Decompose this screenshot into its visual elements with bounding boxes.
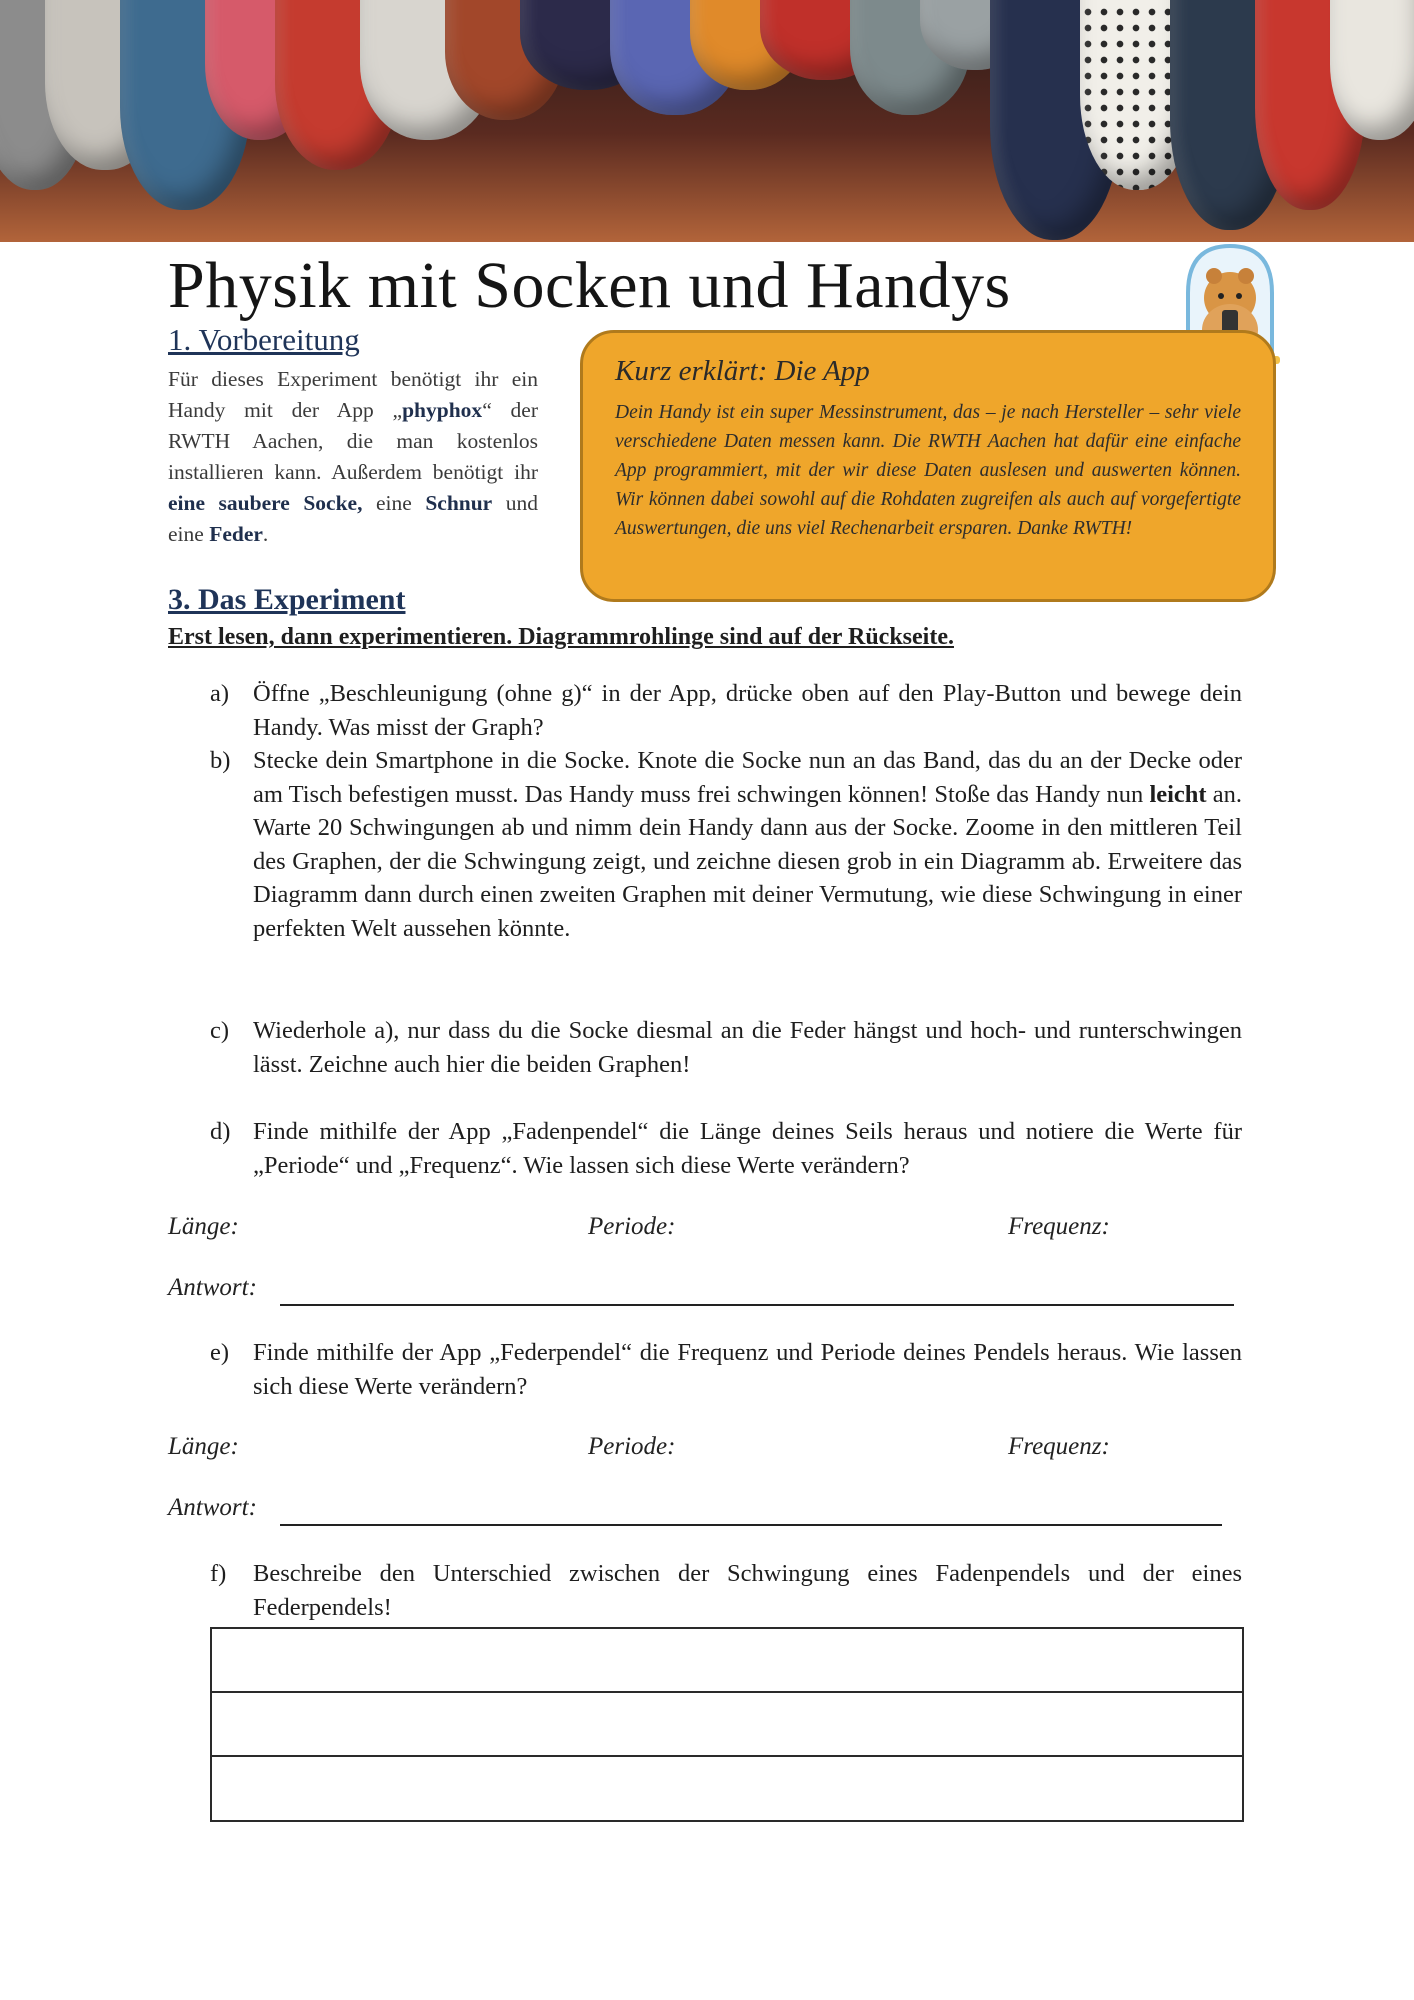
experiment-intro: Erst lesen, dann experimentieren. Diagrammrohlinge sind auf der Rückseite. [168,624,954,650]
period-label: Periode: [588,1433,676,1460]
experiment-heading: 3. Das Experiment [168,583,406,616]
info-box-title: Kurz erklärt: Die App [615,355,870,387]
length-label: Länge: [168,1213,239,1240]
answer-line [280,1304,1234,1306]
task-text: Finde mithilfe der App „Federpendel“ die Frequenz und Periode deines Pendels heraus. Wie lassen sich diese Werte verändern? [253,1339,1242,1400]
task-d-answer-field[interactable] [168,1274,1234,1308]
task-text: Stecke dein Smartphone in die Socke. Knote die Socke nun an das Band, das du an der Decke oder am Tisch befestigen musst. Das Handy muss frei schwingen können! Stoße das Handy nun leicht an. Warte 20 Schwingungen ab und nimm dein Handy dann aus der Socke. Zoome in den mittleren Teil des Graphen, der die Schwingung zeigt, und zeichne diesen grob in ein Diagramm ab. Erweitere das Diagramm dann durch einen zweiten Graphen mit deiner Vermutung, wie diese Schwingung in einer perfekten Welt aussehen könnte. [253,747,1242,942]
length-label: Länge: [168,1433,239,1460]
task-text: Finde mithilfe der App „Fadenpendel“ die Länge deines Seils heraus und notiere die Werte für „Periode“ und „Frequenz“. Wie lassen sich diese Werte verändern? [253,1118,1242,1179]
task-b [210,744,1242,945]
task-text: Wiederhole a), nur dass du die Socke diesmal an die Feder hängst und hoch- und runterschwingen lässt. Zeichne auch hier die beiden Graphen! [253,1017,1242,1078]
task-text: Beschreibe den Unterschied zwischen der Schwingung eines Fadenpendels und der eines Federpendels! [253,1560,1242,1621]
task-text: Öffne „Beschleunigung (ohne g)“ in der App, drücke oben auf den Play-Button und bewege dein Handy. Was misst der Graph? [253,680,1242,741]
period-label: Periode: [588,1213,676,1240]
task-f-answer-box[interactable] [210,1627,1244,1822]
info-box-text: Dein Handy ist ein super Messinstrument, das – je nach Hersteller – sehr viele verschiedene Daten messen kann. Die RWTH Aachen hat dafür eine einfache App programmiert, mit der wir diese Daten auslesen und auswerten können. Wir können dabei sowohl auf die Rohdaten zugreifen als auch auf vorgefertigte Auswertungen, die uns viel Rechenarbeit ersparen. Danke RWTH! [615,402,1241,539]
task-letter: d) [210,1118,231,1145]
task-e-fields [168,1433,1248,1467]
task-letter: b) [210,747,231,774]
task-e-answer-field[interactable] [168,1494,1222,1528]
answer-label: Antwort: [168,1494,257,1521]
task-a [210,677,1242,744]
answer-row[interactable] [212,1629,1242,1693]
answer-row[interactable] [212,1693,1242,1757]
frequency-label: Frequenz: [1008,1433,1110,1460]
task-d-fields [168,1213,1248,1247]
task-letter: c) [210,1017,230,1044]
task-letter: f) [210,1560,227,1587]
info-box-app [580,330,1276,602]
frequency-label: Frequenz: [1008,1213,1110,1240]
task-e [210,1336,1242,1403]
task-c [210,1014,1242,1081]
preparation-heading: 1. Vorbereitung [168,322,360,357]
task-letter: a) [210,680,230,707]
header-banner-photo [0,0,1414,242]
answer-line [280,1524,1222,1526]
task-letter: e) [210,1339,230,1366]
answer-label: Antwort: [168,1274,257,1301]
task-d [210,1115,1242,1182]
page-title: Physik mit Socken und Handys [168,249,1011,322]
task-f [210,1557,1242,1624]
preparation-text: Für dieses Experiment benötigt ihr ein Handy mit der App „phyphox“ der RWTH Aachen, die man kostenlos installieren kann. Außerdem benötigt ihr eine saubere Socke, eine Schnur und eine Feder. [168,367,539,546]
answer-row[interactable] [212,1757,1242,1821]
